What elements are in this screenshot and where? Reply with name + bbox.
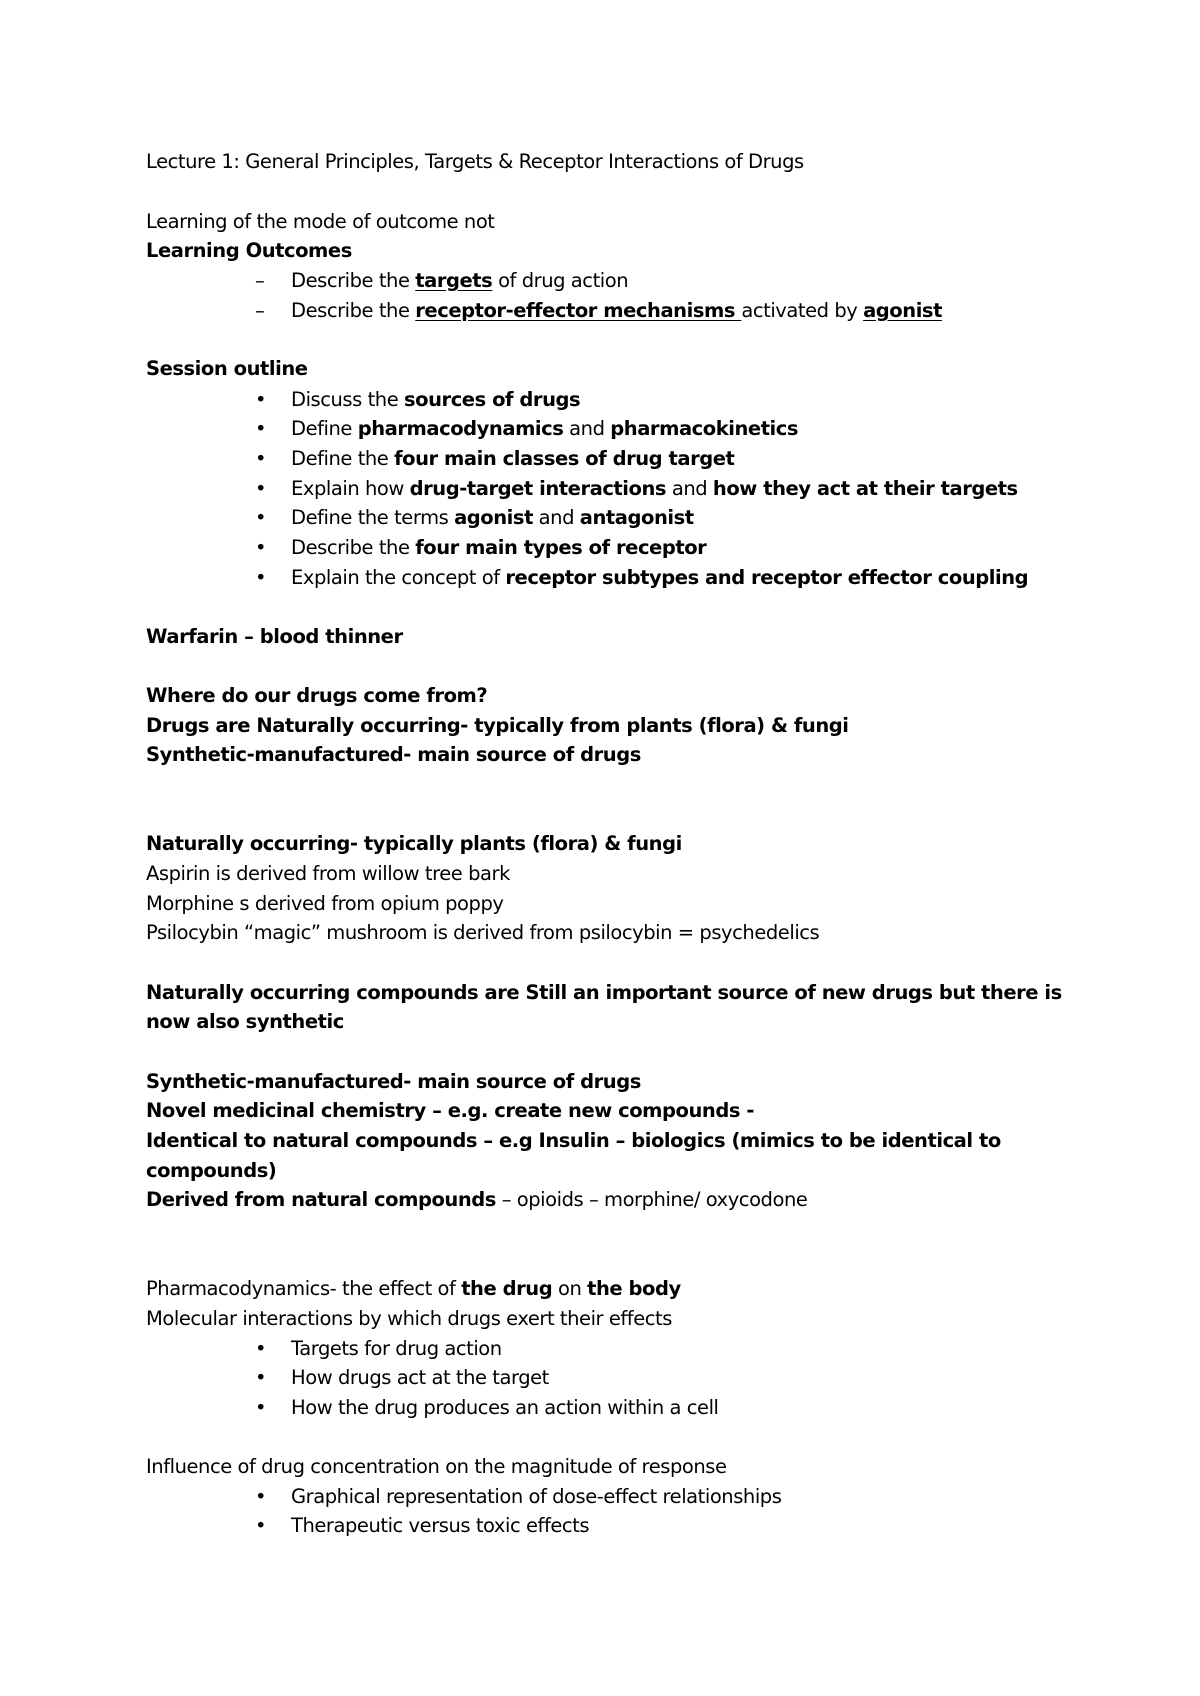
outline-item: Explain the concept of receptor subtypes and receptor effector coupling: [291, 566, 1029, 589]
dash-marker: –: [255, 269, 265, 292]
synthetic-line: Identical to natural compounds – e.g Insulin – biologics (mimics to be identical to: [146, 1129, 1001, 1152]
bullet-marker: •: [255, 536, 267, 559]
bullet-marker: •: [255, 1337, 267, 1360]
learning-outcomes-heading: Learning Outcomes: [146, 239, 352, 262]
pharmacodynamics-item: Targets for drug action: [291, 1337, 502, 1360]
lecture-title: Lecture 1: General Principles, Targets & Receptor Interactions of Drugs: [146, 150, 804, 173]
bullet-marker: •: [255, 1366, 267, 1389]
outcome-item: Describe the targets of drug action: [291, 269, 629, 292]
bullet-marker: •: [255, 506, 267, 529]
where-from-line: Drugs are Naturally occurring- typically from plants (flora) & fungi: [146, 714, 849, 737]
bullet-marker: •: [255, 1514, 267, 1537]
outline-item: Define the terms agonist and antagonist: [291, 506, 694, 529]
bullet-marker: •: [255, 417, 267, 440]
outline-item: Explain how drug-target interactions and how they act at their targets: [291, 477, 1018, 500]
compounds-line: now also synthetic: [146, 1010, 344, 1033]
bullet-marker: •: [255, 1396, 267, 1419]
pharmacodynamics-line: Molecular interactions by which drugs exert their effects: [146, 1307, 672, 1330]
bullet-marker: •: [255, 1485, 267, 1508]
bullet-marker: •: [255, 566, 267, 589]
outcome-item: Describe the receptor-effector mechanisms activated by agonist: [291, 299, 942, 322]
dash-marker: –: [255, 299, 265, 322]
where-from-line: Synthetic-manufactured- main source of drugs: [146, 743, 641, 766]
pharmacodynamics-line: Pharmacodynamics- the effect of the drug on the body: [146, 1277, 681, 1300]
synthetic-line: compounds): [146, 1159, 277, 1182]
bullet-marker: •: [255, 477, 267, 500]
bullet-marker: •: [255, 447, 267, 470]
compounds-line: Naturally occurring compounds are Still an important source of new drugs but there is: [146, 981, 1062, 1004]
outline-item: Discuss the sources of drugs: [291, 388, 581, 411]
influence-item: Graphical representation of dose-effect relationships: [291, 1485, 782, 1508]
intro-note: Learning of the mode of outcome not: [146, 210, 495, 233]
bullet-marker: •: [255, 388, 267, 411]
outline-item: Define pharmacodynamics and pharmacokinetics: [291, 417, 799, 440]
natural-line: Morphine s derived from opium poppy: [146, 892, 504, 915]
synthetic-heading: Synthetic-manufactured- main source of drugs: [146, 1070, 641, 1093]
synthetic-line: Derived from natural compounds – opioids – morphine/ oxycodone: [146, 1188, 808, 1211]
outline-item: Describe the four main types of receptor: [291, 536, 707, 559]
influence-item: Therapeutic versus toxic effects: [291, 1514, 590, 1537]
influence-heading: Influence of drug concentration on the magnitude of response: [146, 1455, 727, 1478]
natural-line: Psilocybin “magic” mushroom is derived from psilocybin = psychedelics: [146, 921, 820, 944]
natural-line: Aspirin is derived from willow tree bark: [146, 862, 510, 885]
natural-heading: Naturally occurring- typically plants (flora) & fungi: [146, 832, 682, 855]
synthetic-line: Novel medicinal chemistry – e.g. create new compounds -: [146, 1099, 755, 1122]
session-outline-heading: Session outline: [146, 357, 308, 380]
pharmacodynamics-item: How drugs act at the target: [291, 1366, 549, 1389]
where-from-question: Where do our drugs come from?: [146, 684, 488, 707]
pharmacodynamics-item: How the drug produces an action within a cell: [291, 1396, 719, 1419]
outline-item: Define the four main classes of drug target: [291, 447, 735, 470]
warfarin-line: Warfarin – blood thinner: [146, 625, 403, 648]
